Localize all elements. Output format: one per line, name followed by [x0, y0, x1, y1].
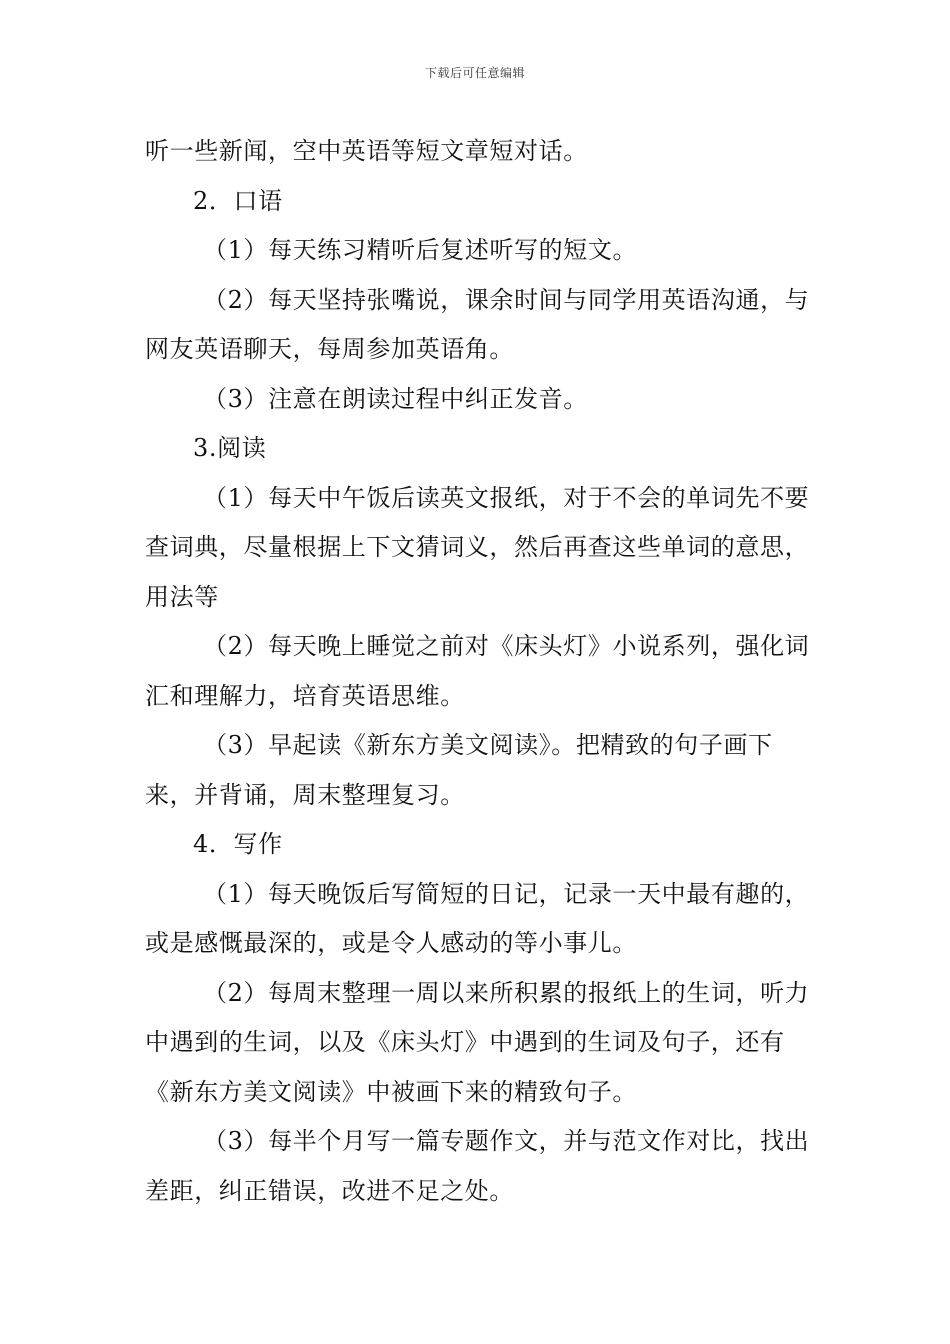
heading-reading: 3.阅读 — [193, 434, 267, 462]
paragraph-writing-3: （3）每半个月写一篇专题作文，并与范文作对比，找出差距，纠正错误，改进不足之处。 — [145, 1127, 810, 1205]
paragraph-reading-3: （3）早起读《新东方美文阅读》。把精致的句子画下来，并背诵，周末整理复习。 — [145, 731, 773, 809]
document-body — [145, 127, 815, 1216]
paragraph-writing-2: （2）每周末整理一周以来所积累的报纸上的生词，听力中遇到的生词，以及《床头灯》中遇到的生词及句子，还有《新东方美文阅读》中被画下来的精致句子。 — [145, 978, 810, 1106]
page-header: 下载后可任意编辑 — [424, 66, 525, 80]
heading-writing: 4．写作 — [193, 830, 283, 858]
paragraph-continuation: 听一些新闻，空中英语等短文章短对话。 — [145, 137, 588, 165]
paragraph-speaking-2: （2）每天坚持张嘴说，课余时间与同学用英语沟通，与网友英语聊天，每周参加英语角。 — [145, 285, 810, 363]
heading-speaking: 2．口语 — [193, 186, 283, 215]
paragraph-writing-1: （1）每天晚饭后写简短的日记，记录一天中最有趣的，或是感慨最深的，或是令人感动的等小事儿。 — [145, 879, 810, 957]
paragraph-speaking-1: （1）每天练习精听后复述听写的短文。 — [203, 236, 638, 264]
paragraph-speaking-3: （3）注意在朗读过程中纠正发音。 — [203, 384, 588, 413]
paragraph-reading-2: （2）每天晚上睡觉之前对《床头灯》小说系列，强化词汇和理解力，培育英语思维。 — [145, 632, 810, 710]
paragraph-reading-1: （1）每天中午饭后读英文报纸，对于不会的单词先不要查词典，尽量根据上下文猜词义，然后再查这些单词的意思，用法等 — [145, 483, 810, 611]
